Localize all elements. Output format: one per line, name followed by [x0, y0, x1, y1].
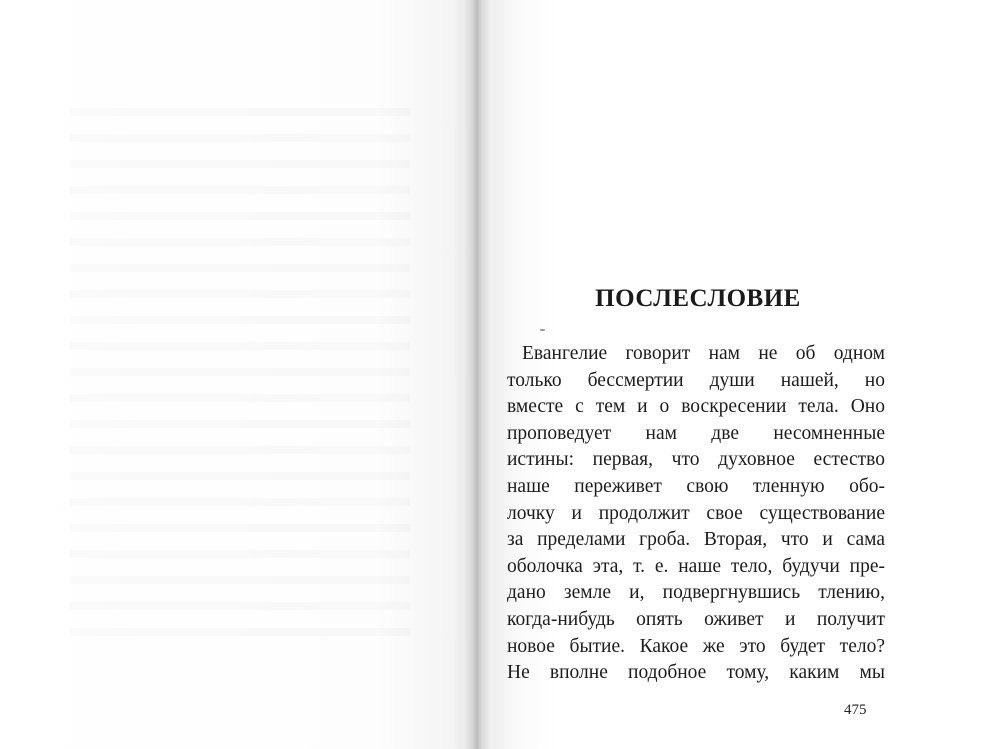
body-paragraph — [507, 341, 885, 687]
text-line: проповедует нам две несомненные — [507, 422, 885, 444]
text-line: дано земле и, подвергнувшись тлению, — [507, 582, 885, 604]
text-line: Не вполне подобное тому, каким мы — [507, 662, 885, 684]
text-line: Евангелие говорит нам не об одном — [522, 343, 885, 364]
text-line: только бессмертии души нашей, но — [507, 369, 885, 391]
text-line: истины: первая, что духовное естество — [507, 449, 885, 471]
right-page — [492, 0, 1000, 749]
text-line: оболочка эта, т. е. наше тело, будучи пре- — [507, 555, 885, 577]
text-line: лочку и продолжит свое существование — [507, 502, 885, 524]
text-line: новое бытие. Какое же это будет тело? — [507, 635, 885, 657]
show-through-texture — [70, 90, 410, 650]
paper-speck — [540, 329, 545, 331]
chapter-title: ПОСЛЕСЛОВИЕ — [595, 285, 801, 312]
left-page-blank — [0, 0, 472, 749]
book-gutter — [462, 0, 492, 749]
page-number: 475 — [844, 702, 867, 718]
text-line: за пределами гроба. Вторая, что и сама — [507, 529, 885, 551]
text-line: наше переживет свою тленную обо- — [507, 475, 885, 497]
text-line: вместе с тем и о воскресении тела. Оно — [507, 396, 885, 418]
text-line: когда-нибудь опять оживет и получит — [507, 608, 885, 630]
